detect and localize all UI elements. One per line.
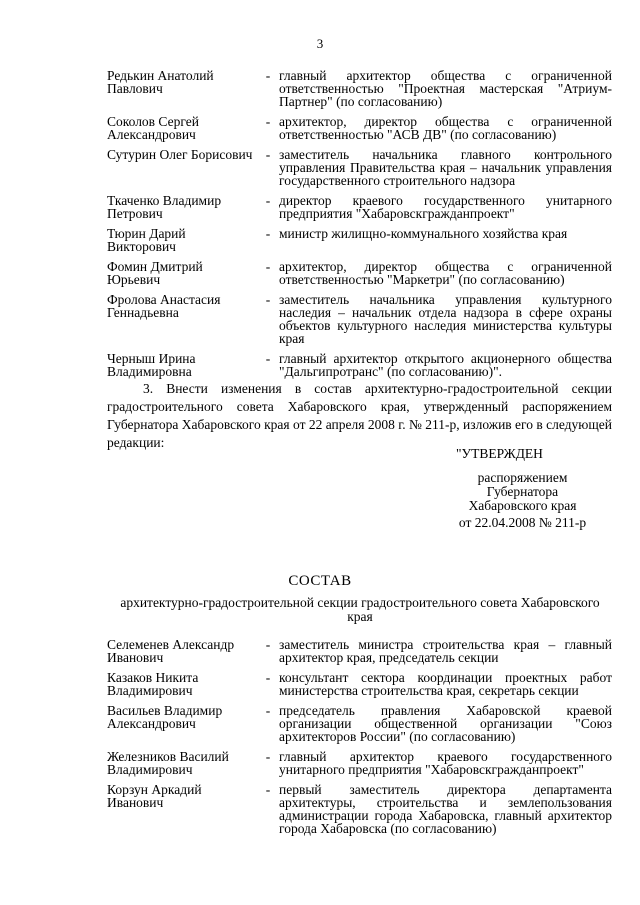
member-row: [107, 783, 612, 835]
page-number: 3: [316, 36, 324, 51]
member-role: первый заместитель директора департамента архитектуры, строительства и землепользования администрации города Хабаровска, главный архитектор города Хабаровска (по согласованию): [279, 782, 612, 836]
member-name: Соколов Сергей Александрович: [107, 114, 199, 142]
members-list-new: [107, 638, 612, 842]
section-title: СОСТАВ: [288, 573, 352, 589]
dash: -: [265, 670, 271, 685]
member-name: Редькин Анатолий Павлович: [107, 68, 214, 96]
member-row: [107, 115, 612, 141]
member-name: Черныш Ирина Владимировна: [107, 351, 196, 379]
member-row: [107, 293, 612, 345]
member-row: [107, 69, 612, 108]
approval-line: Хабаровского края: [468, 498, 577, 513]
member-name: Фролова Анастасия Геннадьевна: [107, 292, 221, 320]
member-name: Фомин Дмитрий Юрьевич: [107, 259, 203, 287]
member-name: Казаков Никита Владимирович: [107, 670, 199, 698]
member-role: председатель правления Хабаровской краевой организации общественной организации "Союз архитекторов России" (по согласованию): [279, 703, 612, 744]
dash: -: [265, 637, 271, 652]
member-role: заместитель начальника главного контрольного управления Правительства края – начальник управления государственного строительного надзора: [279, 147, 612, 188]
member-name: Корзун Аркадий Иванович: [107, 782, 202, 810]
member-row: [107, 671, 612, 697]
member-row: [107, 148, 612, 187]
approval-stamp: [430, 447, 615, 530]
member-role: главный архитектор открытого акционерного общества "Дальгипротранс" (по согласованию)".: [279, 351, 612, 379]
member-role: заместитель министра строительства края – главный архитектор края, председатель секции: [279, 637, 612, 665]
member-role: министр жилищно-коммунального хозяйства края: [279, 226, 568, 241]
member-row: [107, 227, 612, 253]
member-row: [107, 750, 612, 776]
member-role: архитектор, директор общества с ограниченной ответственностью "Маркетри" (по согласованию): [279, 259, 612, 287]
dash: -: [265, 147, 271, 162]
member-role: консультант сектора координации проектных работ министерства строительства края, секретарь секции: [279, 670, 612, 698]
dash: -: [265, 68, 271, 83]
member-name: Васильев Владимир Александрович: [107, 703, 223, 731]
member-name: Сутурин Олег Борисович: [107, 147, 253, 162]
member-row: [107, 704, 612, 743]
dash: -: [265, 292, 271, 307]
member-row: [107, 638, 612, 664]
member-role: заместитель начальника управления культурного наследия – начальник отдела надзора в сфере охраны объектов культурного наследия министерства культуры края: [279, 292, 612, 346]
member-name: Селеменев Александр Иванович: [107, 637, 235, 665]
approval-line: распоряжением: [477, 470, 568, 485]
member-role: архитектор, директор общества с ограниченной ответственностью "АСВ ДВ" (по согласованию): [279, 114, 612, 142]
member-name: Железников Василий Владимирович: [107, 749, 229, 777]
dash: -: [265, 782, 271, 797]
approval-head: "УТВЕРЖДЕН: [456, 446, 543, 461]
member-row: [107, 352, 612, 378]
approval-date: от 22.04.2008 № 211-р: [458, 515, 587, 530]
member-name: Тюрин Дарий Викторович: [107, 226, 186, 254]
dash: -: [265, 351, 271, 366]
member-role: главный архитектор краевого государственного унитарного предприятия "Хабаровскгражданпроект": [279, 749, 612, 777]
member-role: главный архитектор общества с ограниченной ответственностью "Проектная мастерская "Атриум-Партнер" (по согласованию): [279, 68, 612, 109]
dash: -: [265, 114, 271, 129]
approval-line: Губернатора: [486, 484, 559, 499]
member-name: Ткаченко Владимир Петрович: [107, 193, 222, 221]
members-list-continued: [107, 69, 612, 385]
section-subtitle: архитектурно-градостроительной секции градостроительного совета Хабаровского края: [120, 595, 600, 624]
member-row: [107, 194, 612, 220]
dash: -: [265, 703, 271, 718]
member-role: директор краевого государственного унитарного предприятия "Хабаровскгражданпроект": [279, 193, 612, 221]
dash: -: [265, 259, 271, 274]
amendment-paragraph: 3. Внести изменения в состав архитектурно-градостроительной секции градостроительного совета Хабаровского края, утвержденный распоряжением Губернатора Хабаровского края от 22 апреля 2008 г. № 211-р, изложив его в следующей редакции:: [107, 381, 612, 450]
dash: -: [265, 193, 271, 208]
dash: -: [265, 226, 271, 241]
member-row: [107, 260, 612, 286]
dash: -: [265, 749, 271, 764]
